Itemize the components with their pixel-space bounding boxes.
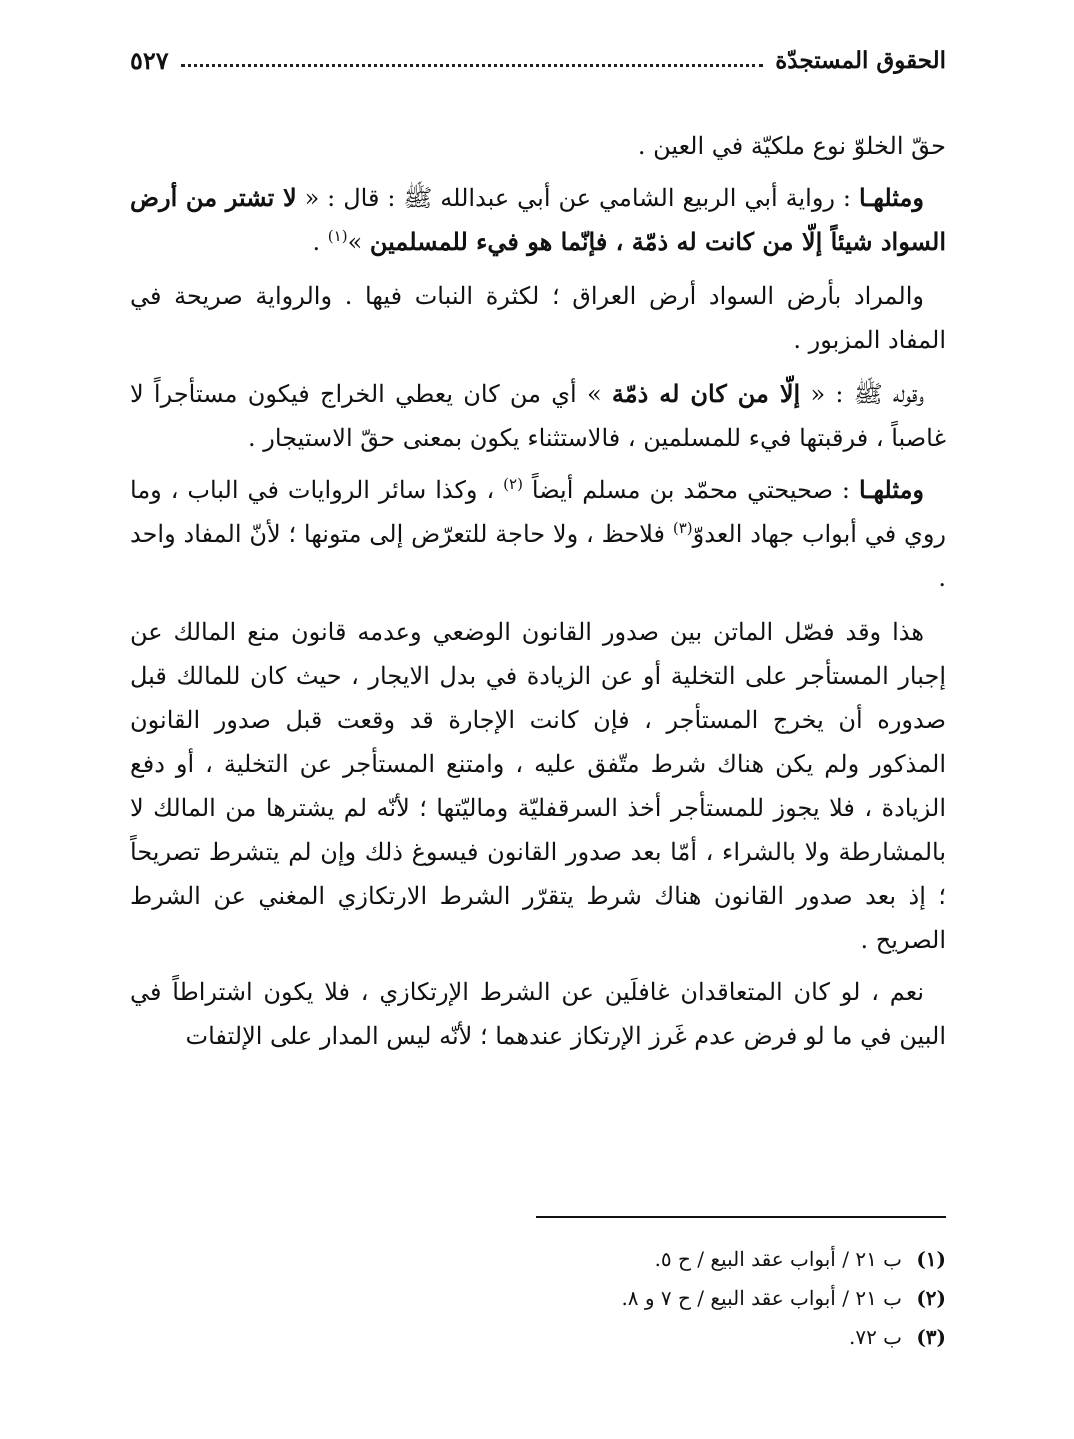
- footnote-text: ب ٢١ / أبواب عقد البيع / ح ٧ و ٨.: [621, 1286, 902, 1310]
- running-header: [130, 40, 946, 80]
- paragraph-5-text-a: : صحيحتي محمّد بن مسلم أيضاً: [522, 476, 859, 504]
- paragraph-2-lead: ومثلهـا: [858, 183, 924, 212]
- paragraph-3-text: والمراد بأرض السواد أرض العراق ؛ لكثرة النبات فيها . والرواية صريحة في المفاد المزبور .: [130, 282, 946, 354]
- paragraph-2-quote: لا تشتر من أرض السواد شيئاً إلّا من كانت له ذمّة ، فإنّما هو فيء للمسلمين: [130, 183, 946, 256]
- footnote-ref-2[interactable]: (٢): [503, 475, 523, 493]
- paragraph-7-text: نعم ، لو كان المتعاقدان غافلَين عن الشرط الإرتكازي ، فلا يكون اشتراطاً في البين في ما لو فرض عدم غَرز الإرتكاز عندهما ؛ لأنّه ليس المدار على الإلتفات: [130, 978, 946, 1050]
- paragraph-5-text-c: فلاحظ ، ولا حاجة للتعرّض إلى متونها ؛ لأنّ المفاد واحد .: [130, 520, 946, 592]
- paragraph-4-quote: إلّا من كان له ذمّة: [611, 379, 801, 408]
- paragraph-4: [130, 372, 946, 460]
- paragraph-6: [130, 610, 946, 962]
- page-number: ٥٢٧: [130, 45, 169, 75]
- footnote-text: ب ٢١ / أبواب عقد البيع / ح ٥.: [654, 1247, 902, 1271]
- footnote-number: (٣): [916, 1325, 946, 1349]
- paragraph-2: [130, 176, 946, 264]
- main-text: [130, 124, 946, 1066]
- paragraph-2-end: »: [347, 228, 370, 256]
- footnotes: [130, 1240, 946, 1357]
- footnote-divider: [536, 1216, 946, 1218]
- document-page: [130, 0, 946, 1439]
- footnote-ref-1[interactable]: (١): [327, 227, 348, 245]
- footnote-1: [130, 1240, 946, 1279]
- footnote-3: [130, 1318, 946, 1357]
- footnote-number: (١): [916, 1247, 946, 1271]
- footnote-number: (٢): [916, 1286, 946, 1310]
- paragraph-7: [130, 970, 946, 1058]
- paragraph-3: [130, 274, 946, 362]
- footnote-2: [130, 1279, 946, 1318]
- paragraph-2-tail: .: [312, 228, 328, 256]
- footnote-ref-3[interactable]: (٣): [672, 519, 693, 537]
- paragraph-2-text: : رواية أبي الربيع الشامي عن أبي عبدالله ﷺ : قال : «: [296, 184, 859, 212]
- paragraph-5-text-b: ، وكذا سائر الروايات في الباب ، وما روي في أبواب جهاد العدوّ: [130, 476, 947, 548]
- paragraph-5-lead: ومثلهـا: [858, 475, 925, 504]
- paragraph-1: [130, 124, 946, 168]
- paragraph-5: [130, 468, 946, 600]
- footnote-text: ب ٧٢.: [848, 1325, 902, 1349]
- paragraph-6-text: هذا وقد فصّل الماتن بين صدور القانون الوضعي وعدمه قانون منع المالك عن إجبار المستأجر على التخلية أو عن الزيادة في بدل الايجار ، حيث كان للمالك قبل صدوره أن يخرج المستأجر ، فإن كانت الإجارة قد وقعت قبل صدور القانون المذكور ولم يكن هناك شرط متّفق عليه ، وامتنع المستأجر عن التخلية ، أو دفع الزيادة ، فلا يجوز للمستأجر أخذ السرقفليّة وماليّتها ؛ لأنّه لم يشترها من المالك لا بالمشارطة ولا بالشراء ، أمّا بعد صدور القانون فيسوغ ذلك وإن لم يتشرط تصريحاً ؛ إذ بعد صدور القانون هناك شرط يتقرّر الشرط الارتكازي المغني عن الشرط الصريح .: [130, 618, 947, 954]
- running-title: الحقوق المستجدّة: [775, 46, 946, 74]
- paragraph-4-text-b: » أي من كان يعطي الخراج فيكون مستأجراً لا غاصباً ، فرقبتها فيء للمسلمين ، فالاستثناء يكون بمعنى حقّ الاستيجار .: [130, 380, 946, 452]
- paragraph-4-text-a: وقوله ﷺ : «: [800, 380, 925, 408]
- paragraph-1-text: حقّ الخلوّ نوع ملكيّة في العين .: [637, 132, 946, 160]
- header-dot-leader: [181, 64, 764, 67]
